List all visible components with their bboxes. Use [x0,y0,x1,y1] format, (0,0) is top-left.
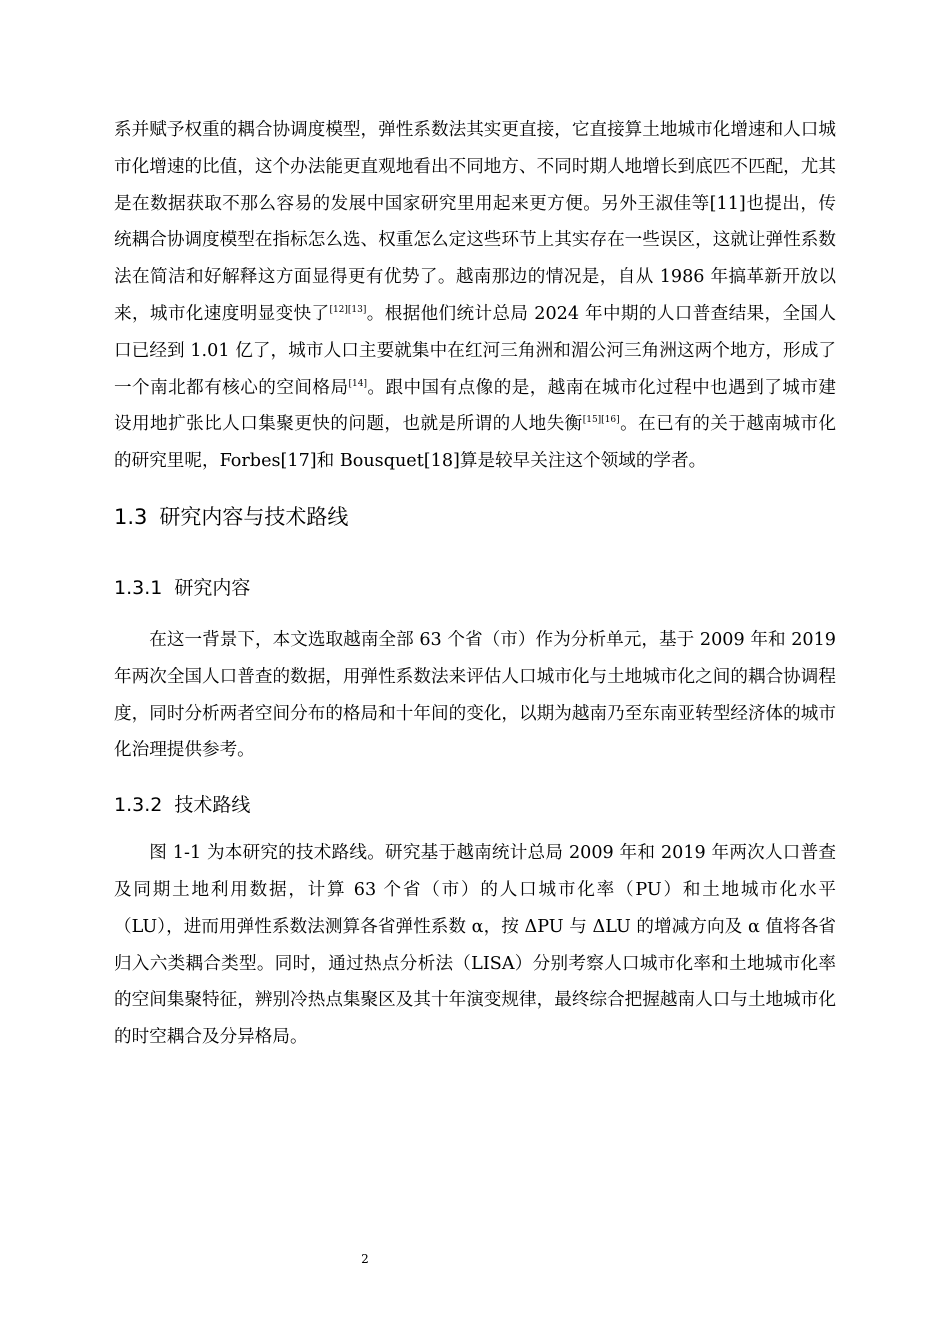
section-number: 1.3.1 [114,576,163,599]
paragraph-text: 。在已有的关于越南城市化的研究里呢，Forbes[17]和 Bousquet[18]算是较早关注这个领域的学者。 [114,414,836,472]
section-number: 1.3.2 [114,794,163,817]
section-heading-1-3-1 [114,574,836,602]
section-heading-1-3 [114,502,836,532]
citation-14[interactable]: [14] [348,378,367,389]
paragraph-text: 。跟中国有点像的是，越南在城市化过程中也遇到了城市建设用地扩张比人口集聚更快的问题，也就是所谓的人地失衡 [114,377,836,435]
paragraph-technical-route: 图 1-1 为本研究的技术路线。研究基于越南统计总局 2009 年和 2019 年两次人口普查及同期土地利用数据，计算 63 个省（市）的人口城市化率（PU）和土地城市化水平（LU），进而用弹性系数法测算各省弹性系数 α，按 ΔPU 与 ΔLU 的增减方向及 α 值将各省归入六类耦合类型。同时，通过热点分析法（LISA）分别考察人口城市化率和土地城市化率的空间集聚特征，辨别冷热点集聚区及其十年演变规律，最终综合把握越南人口与土地城市化的时空耦合及分异格局。 [114,843,836,1048]
section-title: 研究内容 [174,576,251,599]
paragraph-text: 。根据他们统计总局 2024 年中期的人口普查结果，全国人口已经到 1.01 亿了，城市人口主要就集中在红河三角洲和湄公河三角洲这两个地方，形成了一个南北都有核心的空间格局 [114,303,836,398]
citation-15-16[interactable]: [15][16] [582,415,620,426]
paragraph-continued [114,112,836,480]
citation-12-13[interactable]: [12][13] [329,305,367,316]
paragraph-research-content: 在这一背景下，本文选取越南全部 63 个省（市）作为分析单元，基于 2009 年和 2019 年两次全国人口普查的数据，用弹性系数法来评估人口城市化与土地城市化之间的耦合协调程度，同时分析两者空间分布的格局和十年间的变化，以期为越南乃至东南亚转型经济体的城市化治理提供参考。 [114,629,836,761]
section-title: 研究内容与技术路线 [159,504,349,529]
page-body [114,112,836,1056]
section-number: 1.3 [114,504,148,529]
paragraph-text: 系并赋予权重的耦合协调度模型，弹性系数法其实更直接，它直接算土地城市化增速和人口城市化增速的比值，这个办法能更直观地看出不同地方、不同时期人地增长到底匹不匹配，尤其是在数据获取不那么容易的发展中国家研究里用起来更方便。另外王淑佳等[11]也提出，传统耦合协调度模型在指标怎么选、权重怎么定这些环节上其实存在一些误区，这就让弹性系数法在简洁和好解释这方面显得更有优势了。越南那边的情况是，自从 1986 年搞革新开放以来，城市化速度明显变快了 [114,120,836,324]
section-title: 技术路线 [174,794,251,817]
page-number: 2 [361,1252,369,1266]
section-heading-1-3-2 [114,791,836,819]
